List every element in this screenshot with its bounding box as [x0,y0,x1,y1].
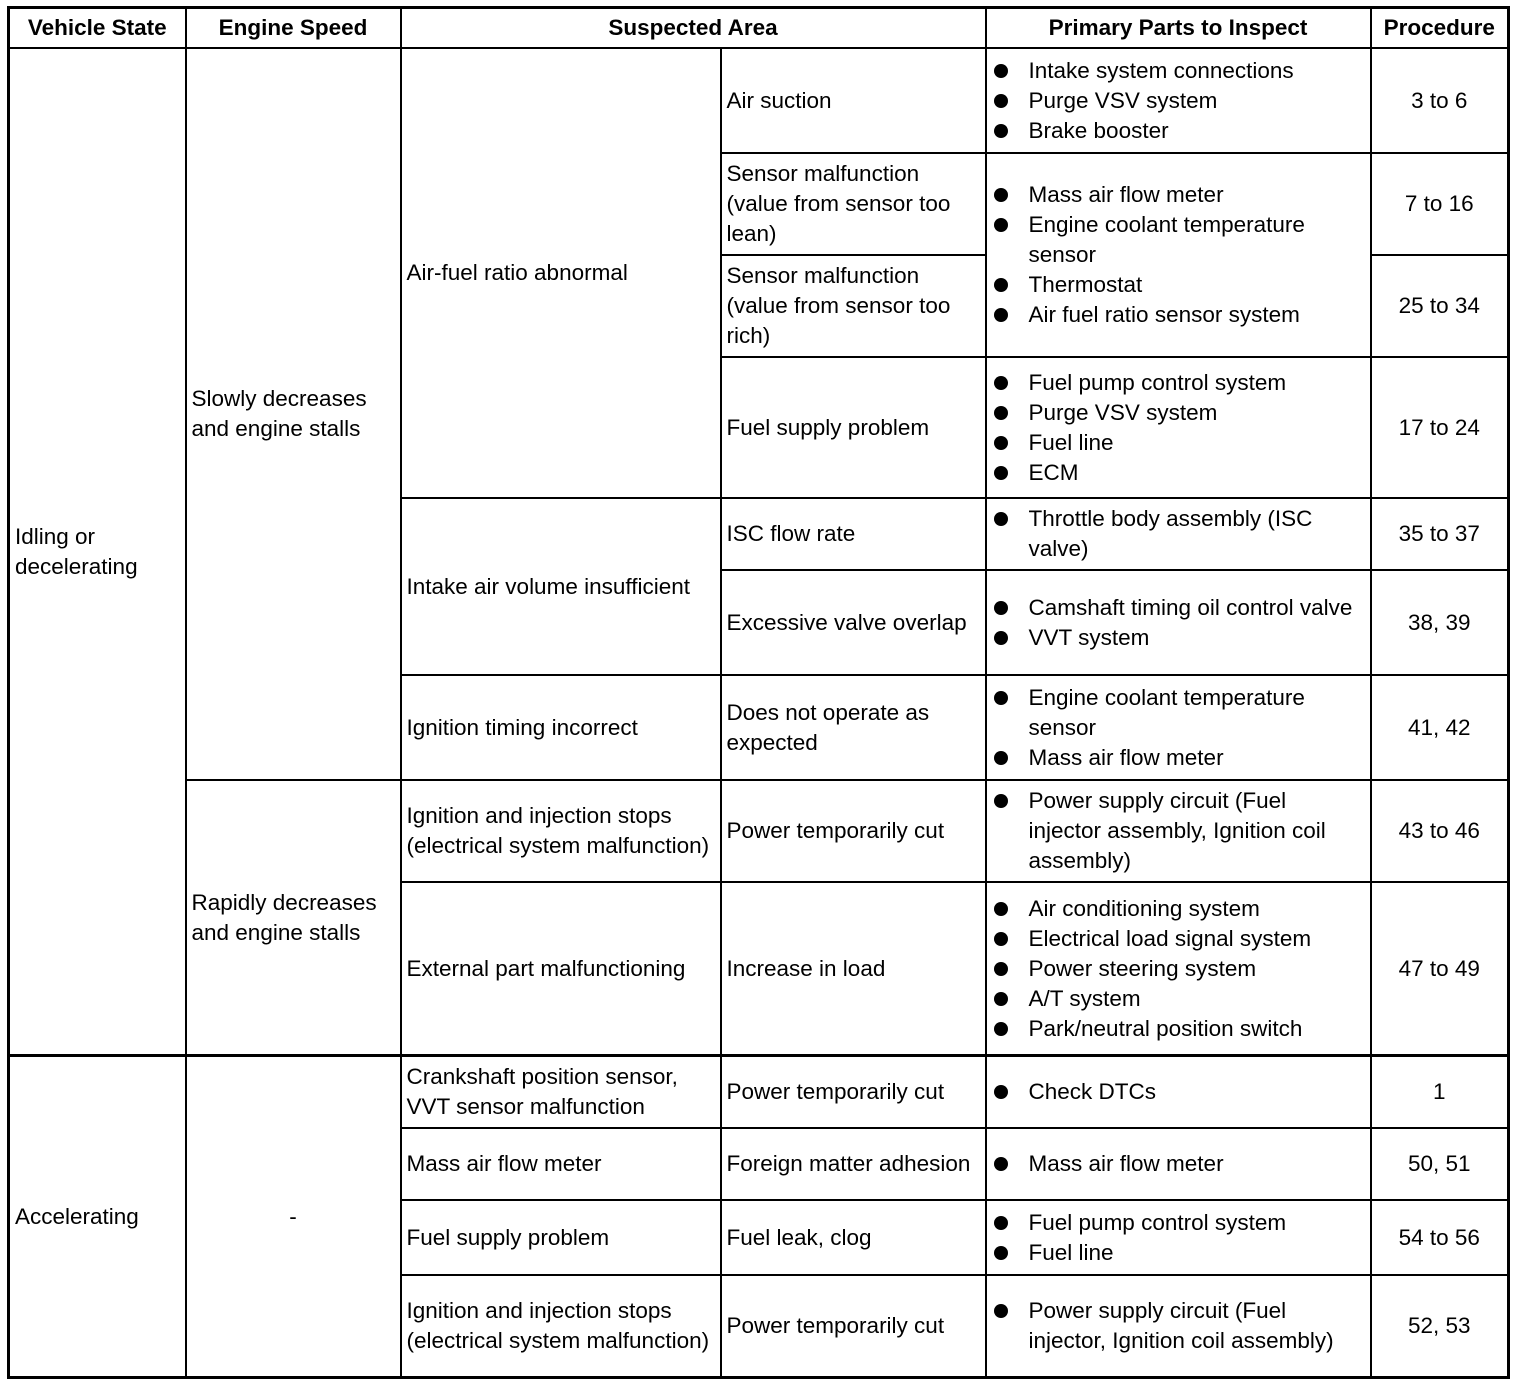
header-suspected-area: Suspected Area [401,8,986,49]
procedure-cell: 7 to 16 [1371,153,1509,255]
parts-list [992,683,1365,773]
suspected-area-cell: Intake air volume insufficient [401,498,721,675]
procedure-cell: 47 to 49 [1371,882,1509,1056]
sub-area-cell: Air suction [721,48,986,153]
sub-area-cell: Increase in load [721,882,986,1056]
parts-list [992,56,1365,146]
part-item: Mass air flow meter [992,180,1365,210]
procedure-cell: 17 to 24 [1371,357,1509,498]
parts-list [992,368,1365,488]
engine-speed-cell: - [186,1056,401,1378]
sub-area-cell: Excessive valve overlap [721,570,986,675]
suspected-area-cell: Ignition and injection stops (electrical system malfunction) [401,1275,721,1378]
parts-list [992,593,1365,653]
engine-speed-cell: Rapidly decreases and engine stalls [186,780,401,1056]
parts-list [992,1077,1365,1107]
part-item: Mass air flow meter [992,743,1365,773]
part-item: Power supply circuit (Fuel injector, Ignition coil assembly) [992,1296,1365,1356]
parts-list [992,1149,1365,1179]
sub-area-cell: ISC flow rate [721,498,986,570]
parts-cell [986,780,1371,882]
vehicle-state-cell: Accelerating [9,1056,186,1378]
suspected-area-cell: Crankshaft position sensor, VVT sensor malfunction [401,1056,721,1129]
part-item: Fuel pump control system [992,368,1365,398]
part-item: VVT system [992,623,1365,653]
part-item: Check DTCs [992,1077,1365,1107]
part-item: Air conditioning system [992,894,1365,924]
procedure-cell: 43 to 46 [1371,780,1509,882]
parts-cell [986,498,1371,570]
parts-cell [986,1275,1371,1378]
part-item: Power supply circuit (Fuel injector assembly, Ignition coil assembly) [992,786,1365,876]
procedure-cell: 52, 53 [1371,1275,1509,1378]
sub-area-cell: Power temporarily cut [721,780,986,882]
part-item: Fuel line [992,428,1365,458]
parts-cell [986,675,1371,780]
parts-cell [986,153,1371,357]
parts-cell [986,1056,1371,1129]
parts-list [992,1296,1365,1356]
part-item: A/T system [992,984,1365,1014]
parts-cell [986,48,1371,153]
part-item: Fuel pump control system [992,1208,1365,1238]
parts-list [992,180,1365,330]
sub-area-cell: Sensor malfunction (value from sensor too lean) [721,153,986,255]
parts-cell [986,1200,1371,1275]
part-item: ECM [992,458,1365,488]
part-item: Throttle body assembly (ISC valve) [992,504,1365,564]
suspected-area-cell: Air-fuel ratio abnormal [401,48,721,498]
part-item: Park/neutral position switch [992,1014,1365,1044]
procedure-cell: 38, 39 [1371,570,1509,675]
suspected-area-cell: Mass air flow meter [401,1128,721,1200]
procedure-cell: 41, 42 [1371,675,1509,780]
table-row [9,780,1509,882]
troubleshooting-table [7,6,1510,1379]
parts-list [992,1208,1365,1268]
procedure-cell: 1 [1371,1056,1509,1129]
header-vehicle-state: Vehicle State [9,8,186,49]
part-item: Brake booster [992,116,1365,146]
part-item: Camshaft timing oil control valve [992,593,1365,623]
procedure-cell: 50, 51 [1371,1128,1509,1200]
header-procedure: Procedure [1371,8,1509,49]
parts-cell [986,1128,1371,1200]
sub-area-cell: Power temporarily cut [721,1056,986,1129]
table-row [9,48,1509,153]
sub-area-cell: Foreign matter adhesion [721,1128,986,1200]
procedure-cell: 25 to 34 [1371,255,1509,357]
suspected-area-cell: Ignition timing incorrect [401,675,721,780]
part-item: Purge VSV system [992,86,1365,116]
parts-list [992,786,1365,876]
part-item: Air fuel ratio sensor system [992,300,1365,330]
part-item: Electrical load signal system [992,924,1365,954]
table-row [9,1056,1509,1129]
parts-list [992,504,1365,564]
suspected-area-cell: Fuel supply problem [401,1200,721,1275]
engine-speed-cell: Slowly decreases and engine stalls [186,48,401,780]
procedure-cell: 35 to 37 [1371,498,1509,570]
sub-area-cell: Does not operate as expected [721,675,986,780]
procedure-cell: 54 to 56 [1371,1200,1509,1275]
suspected-area-cell: External part malfunctioning [401,882,721,1056]
header-primary-parts: Primary Parts to Inspect [986,8,1371,49]
header-engine-speed: Engine Speed [186,8,401,49]
parts-cell [986,882,1371,1056]
sub-area-cell: Sensor malfunction (value from sensor too rich) [721,255,986,357]
part-item: Intake system connections [992,56,1365,86]
part-item: Engine coolant temperature sensor [992,683,1365,743]
parts-cell [986,570,1371,675]
sub-area-cell: Fuel leak, clog [721,1200,986,1275]
sub-area-cell: Fuel supply problem [721,357,986,498]
parts-list [992,894,1365,1044]
vehicle-state-cell: Idling or decelerating [9,48,186,1056]
sub-area-cell: Power temporarily cut [721,1275,986,1378]
header-row [9,8,1509,49]
troubleshooting-table-container [7,6,1510,1379]
part-item: Thermostat [992,270,1365,300]
part-item: Power steering system [992,954,1365,984]
procedure-cell: 3 to 6 [1371,48,1509,153]
part-item: Mass air flow meter [992,1149,1365,1179]
parts-cell [986,357,1371,498]
part-item: Engine coolant temperature sensor [992,210,1365,270]
part-item: Purge VSV system [992,398,1365,428]
suspected-area-cell: Ignition and injection stops (electrical system malfunction) [401,780,721,882]
part-item: Fuel line [992,1238,1365,1268]
